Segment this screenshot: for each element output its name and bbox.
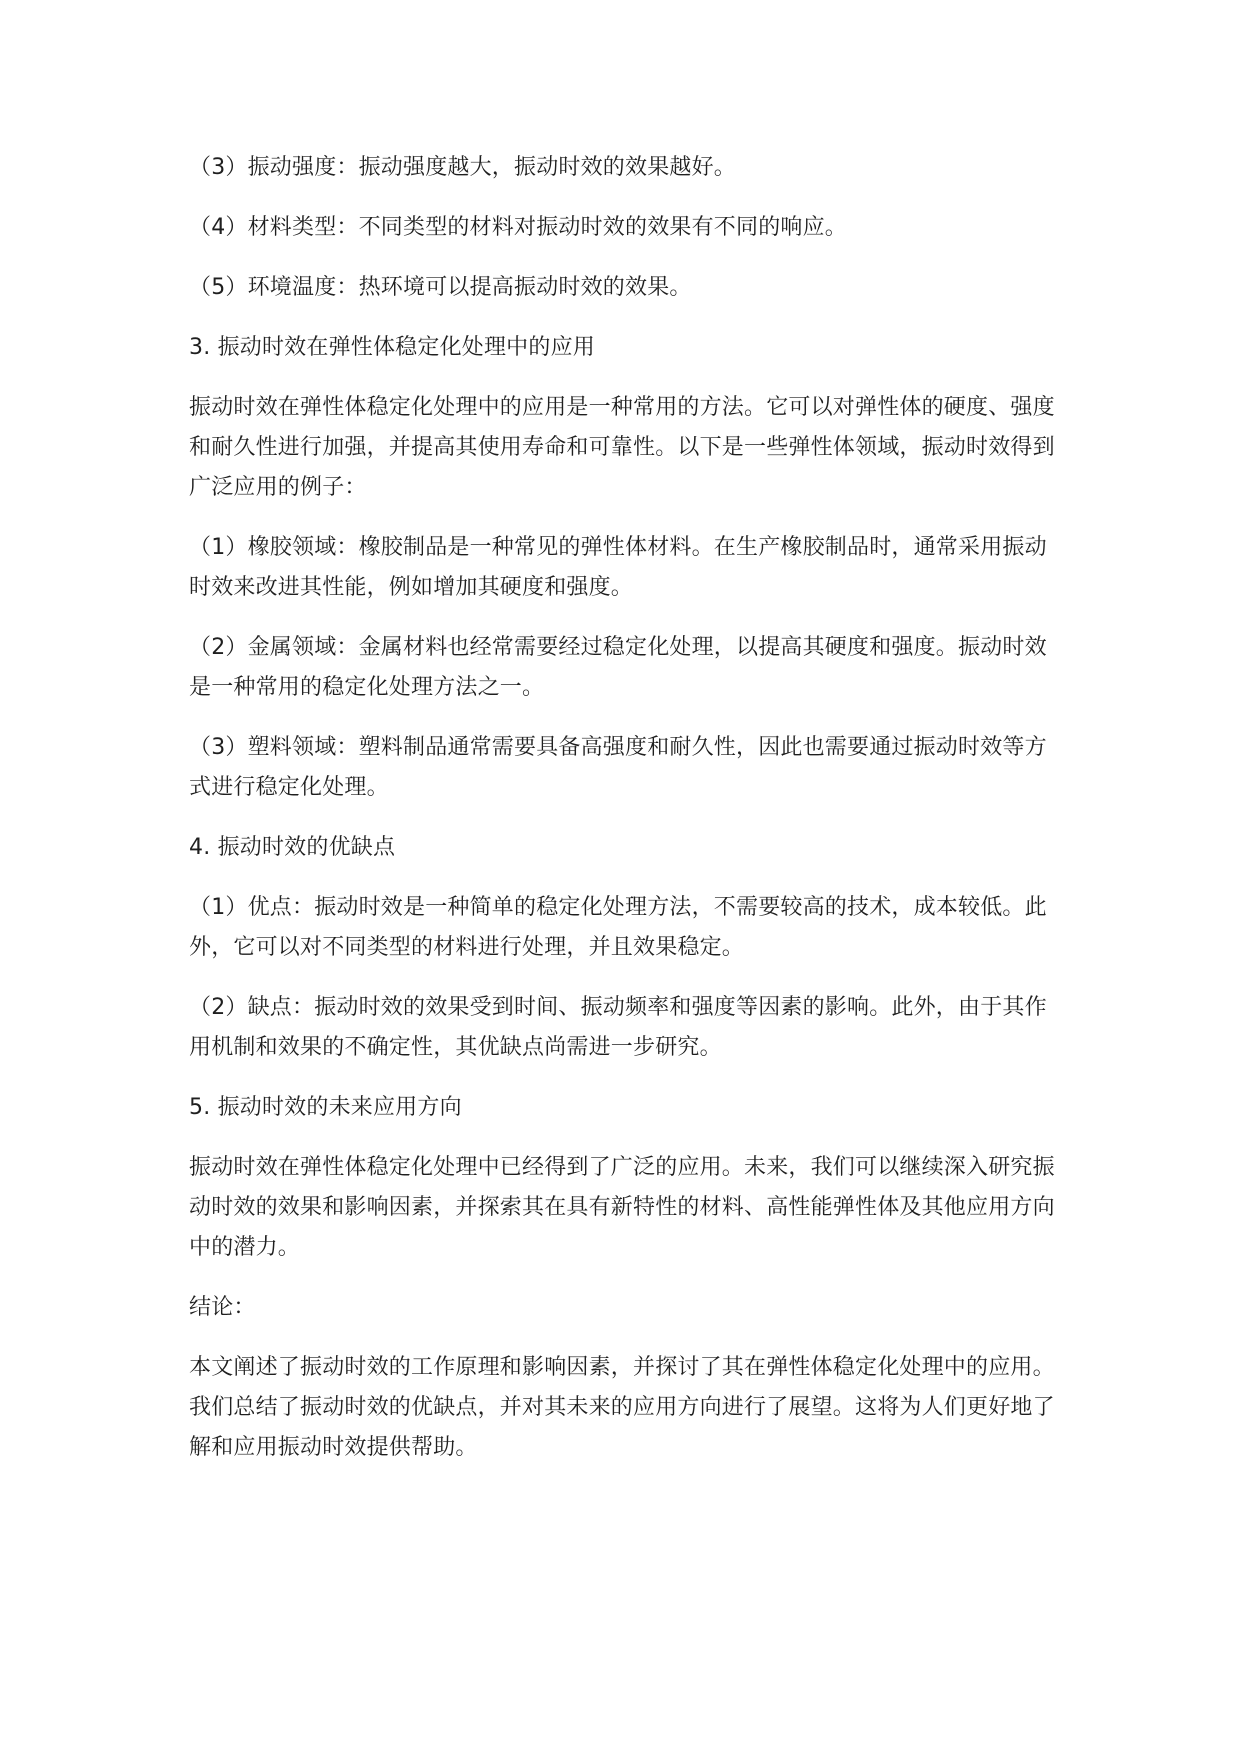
section-heading-3: 3. 振动时效在弹性体稳定化处理中的应用: [189, 335, 595, 360]
list-item-vibration-intensity: （3）振动强度：振动强度越大，振动时效的效果越好。: [189, 155, 736, 180]
list-item-advantages: （1）优点：振动时效是一种简单的稳定化处理方法，不需要较高的技术，成本较低。此外，它可以对不同类型的材料进行处理，并且效果稳定。: [189, 895, 1047, 960]
conclusion-heading: 结论：: [189, 1295, 256, 1320]
section-heading-4: 4. 振动时效的优缺点: [189, 835, 396, 860]
section-3-intro-paragraph: 振动时效在弹性体稳定化处理中的应用是一种常用的方法。它可以对弹性体的硬度、强度和耐久性进行加强，并提高其使用寿命和可靠性。以下是一些弹性体领域，振动时效得到广泛应用的例子：: [189, 395, 1055, 500]
list-item-plastic-field: （3）塑料领域：塑料制品通常需要具备高强度和耐久性，因此也需要通过振动时效等方式进行稳定化处理。: [189, 735, 1047, 800]
section-5-paragraph: 振动时效在弹性体稳定化处理中已经得到了广泛的应用。未来，我们可以继续深入研究振动时效的效果和影响因素，并探索其在具有新特性的材料、高性能弹性体及其他应用方向中的潜力。: [189, 1155, 1055, 1260]
list-item-rubber-field: （1）橡胶领域：橡胶制品是一种常见的弹性体材料。在生产橡胶制品时，通常采用振动时效来改进其性能，例如增加其硬度和强度。: [189, 535, 1047, 600]
list-item-material-type: （4）材料类型：不同类型的材料对振动时效的效果有不同的响应。: [189, 215, 847, 240]
section-heading-5: 5. 振动时效的未来应用方向: [189, 1095, 462, 1120]
list-item-ambient-temperature: （5）环境温度：热环境可以提高振动时效的效果。: [189, 275, 692, 300]
document-body: [189, 148, 1061, 1488]
conclusion-paragraph: 本文阐述了振动时效的工作原理和影响因素，并探讨了其在弹性体稳定化处理中的应用。我们总结了振动时效的优缺点，并对其未来的应用方向进行了展望。这将为人们更好地了解和应用振动时效提供帮助。: [189, 1355, 1055, 1460]
list-item-disadvantages: （2）缺点：振动时效的效果受到时间、振动频率和强度等因素的影响。此外，由于其作用机制和效果的不确定性，其优缺点尚需进一步研究。: [189, 995, 1047, 1060]
list-item-metal-field: （2）金属领域：金属材料也经常需要经过稳定化处理，以提高其硬度和强度。振动时效是一种常用的稳定化处理方法之一。: [189, 635, 1047, 700]
